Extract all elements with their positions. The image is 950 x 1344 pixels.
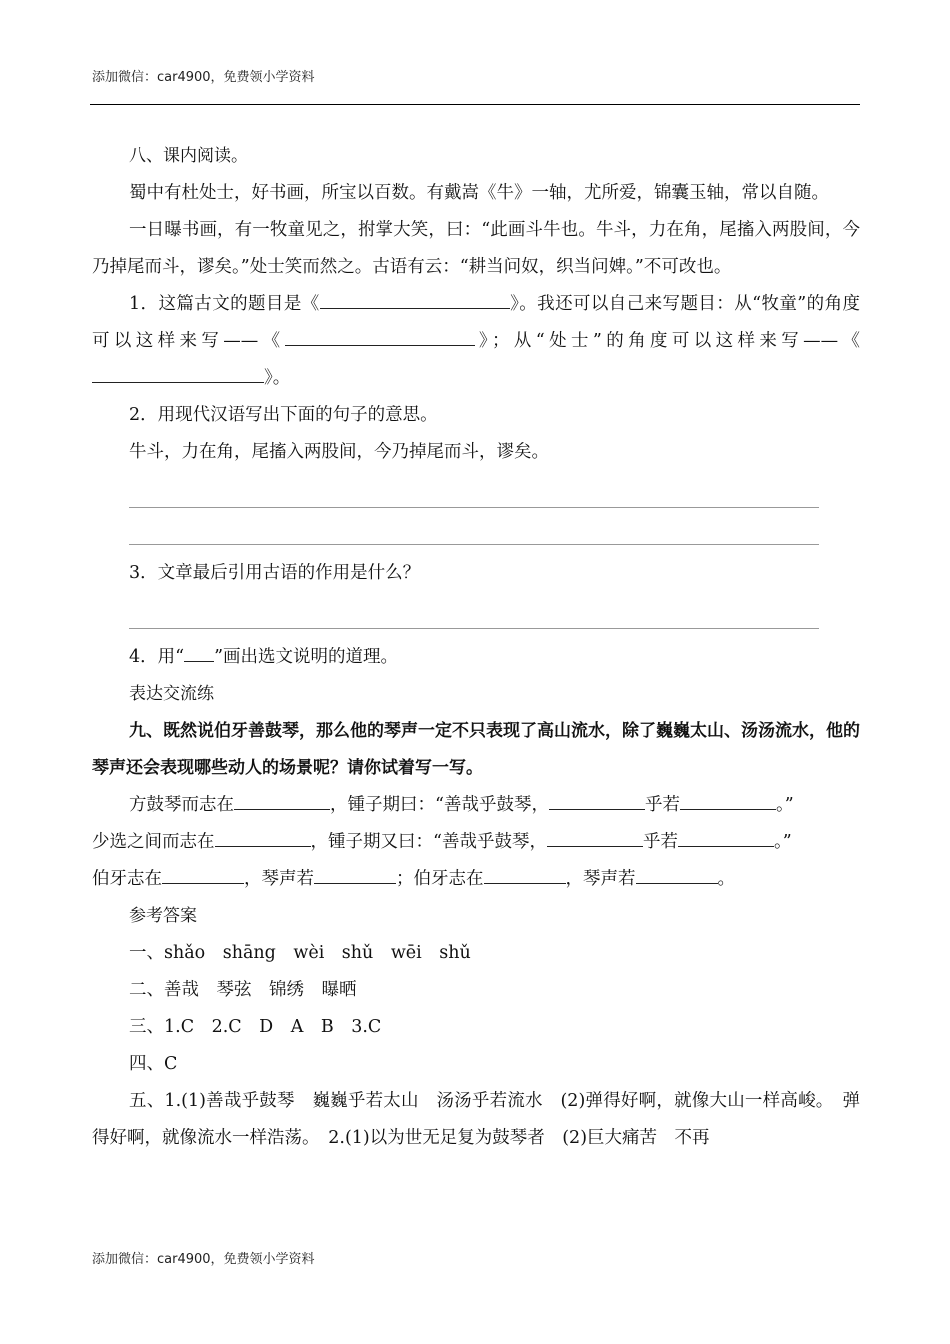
title-blank[interactable]: [320, 290, 510, 309]
fill-line-2: [92, 824, 860, 861]
blank-field[interactable]: [678, 828, 774, 847]
passage-paragraph-2: 一日曝书画，有一牧童见之，拊掌大笑，曰：“此画斗牛也。牛斗，力在角，尾搐入两股间，今乃掉尾而斗，谬矣。”处士笑而然之。古语有云：“耕当问奴，织当问婢。”不可改也。: [92, 220, 860, 277]
question-1-text-d: 》。: [264, 368, 291, 388]
answer-1: 一、shǎo shāng wèi shǔ wēi shǔ: [129, 943, 471, 963]
herd-boy-title-blank[interactable]: [285, 327, 475, 346]
fill-line-2-c: 乎若: [642, 832, 678, 852]
question-1-text-a: 1．这篇古文的题目是《: [129, 294, 320, 314]
fill-line-3: [92, 861, 860, 898]
question-2-sentence: 牛斗，力在角，尾搐入两股间，今乃掉尾而斗，谬矣。: [129, 442, 549, 462]
blank-field[interactable]: [215, 828, 311, 847]
answers-title: 参考答案: [129, 906, 197, 926]
underline-sample-blank: [184, 643, 214, 662]
question-9: 九、既然说伯牙善鼓琴，那么他的琴声一定不只表现了高山流水，除了巍巍太山、汤汤流水，他的琴声还会表现哪些动人的场景呢？请你试着写一写。: [92, 721, 860, 778]
fill-line-3-b: ，琴声若: [244, 869, 314, 889]
answer-3: 三、1.C 2.C D A B 3.C: [129, 1017, 382, 1037]
answer-4: 四、C: [129, 1054, 178, 1074]
fill-line-2-a: 少选之间而志在: [92, 832, 215, 852]
question-4-text-a: 4．用“: [129, 647, 185, 667]
question-4: [92, 639, 860, 676]
blank-field[interactable]: [636, 865, 718, 884]
blank-field[interactable]: [162, 865, 244, 884]
fill-line-1: [92, 787, 860, 824]
passage-paragraph-1: 蜀中有杜处士，好书画，所宝以百数。有戴嵩《牛》一轴，尤所爱，锦囊玉轴，常以自随。: [129, 183, 829, 203]
question-1: [92, 286, 860, 397]
answer-line[interactable]: [129, 544, 819, 545]
answer-line[interactable]: [129, 628, 819, 629]
question-1-text-b: 》。我还可以自己来写题目：从“牧童”的角度可以这样来写——《: [92, 294, 860, 351]
question-1-text-c: 》；从“处士”的角度可以这样来写——《: [474, 331, 860, 351]
blank-field[interactable]: [314, 865, 396, 884]
answer-5: 五、1.(1)善哉乎鼓琴 巍巍乎若太山 汤汤乎若流水 (2)弹得好啊，就像大山一样高峻。 弹得好啊，就像流水一样浩荡。 2.(1)以为世无足复为鼓琴者 (2)巨大痛苦 不再: [92, 1091, 860, 1148]
fill-line-2-b: ，锺子期又曰：“善哉乎鼓琴，: [310, 832, 547, 852]
section-title-expression: 表达交流练: [129, 684, 214, 704]
blank-field[interactable]: [234, 791, 330, 810]
fill-line-1-a: 方鼓琴而志在: [129, 795, 234, 815]
fill-line-2-d: 。”: [773, 832, 792, 852]
fill-line-1-d: 。”: [775, 795, 794, 815]
fill-line-3-c: ；伯牙志在: [396, 869, 484, 889]
header-divider: [90, 104, 860, 105]
blank-field[interactable]: [680, 791, 776, 810]
section-title-reading: 八、课内阅读。: [129, 146, 248, 166]
answer-2: 二、善哉 琴弦 锦绣 曝晒: [129, 980, 357, 1000]
fill-line-3-d: ，琴声若: [565, 869, 636, 889]
page-header: 添加微信：car4900，免费领小学资料: [92, 70, 315, 85]
fill-line-1-b: ，锺子期曰：“善哉乎鼓琴，: [330, 795, 549, 815]
fill-line-3-e: 。: [717, 869, 735, 889]
fill-line-1-c: 乎若: [644, 795, 680, 815]
question-4-text-b: ”画出选文说明的道理。: [214, 647, 399, 667]
blank-field[interactable]: [484, 865, 566, 884]
blank-field[interactable]: [549, 791, 645, 810]
question-2: 2．用现代汉语写出下面的句子的意思。: [129, 405, 438, 425]
page-footer: 添加微信：car4900，免费领小学资料: [92, 1252, 315, 1267]
scholar-title-blank[interactable]: [92, 364, 264, 383]
document-body: [92, 138, 860, 1157]
question-3: 3．文章最后引用古语的作用是什么？: [129, 563, 421, 583]
blank-field[interactable]: [547, 828, 643, 847]
fill-line-3-a: 伯牙志在: [92, 869, 162, 889]
